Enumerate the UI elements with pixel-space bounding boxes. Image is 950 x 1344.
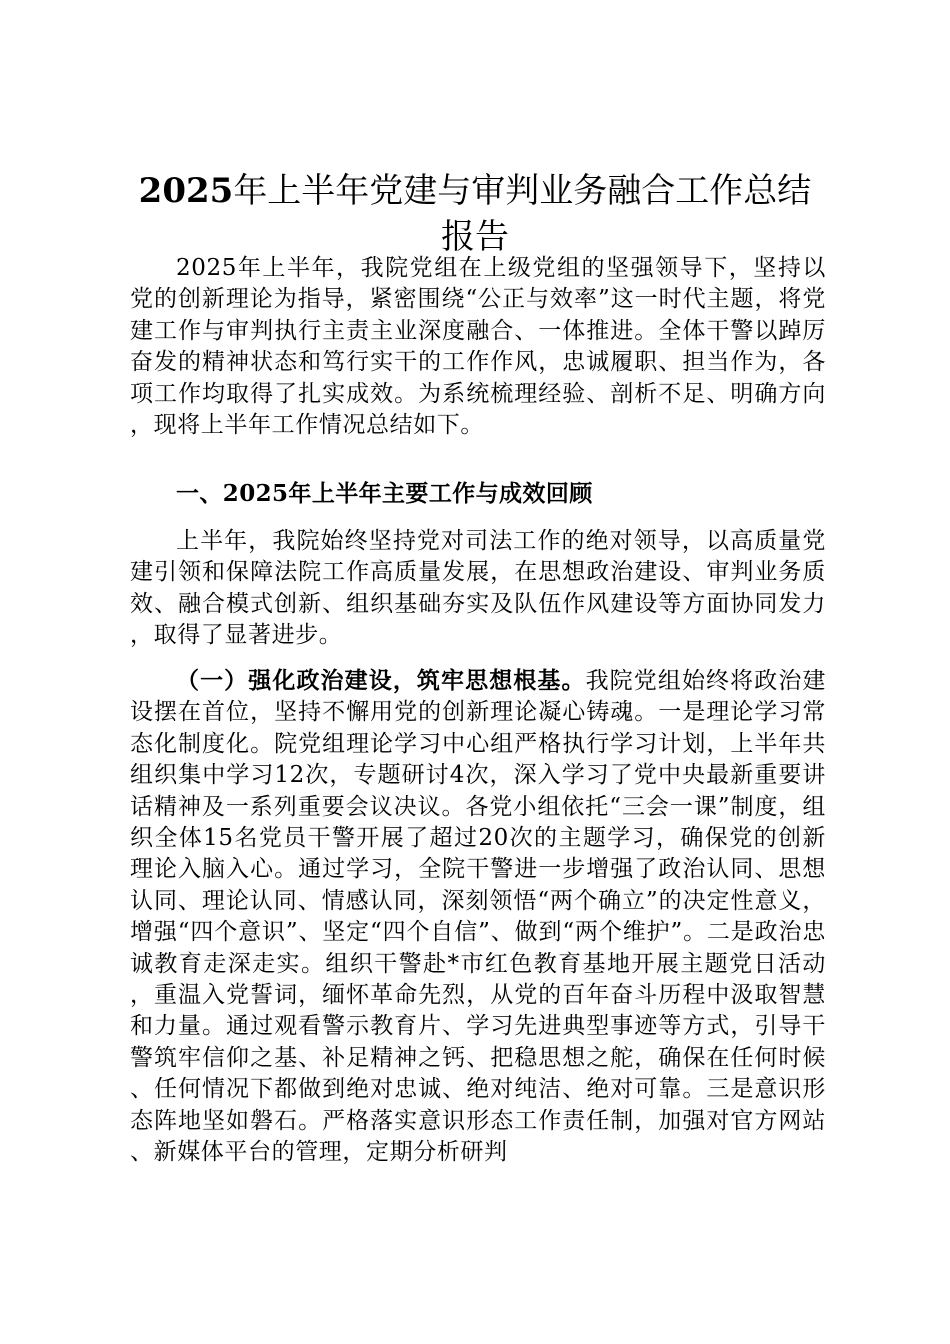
subsection-paragraph-1 — [130, 665, 826, 1169]
section-intro-paragraph: 上半年，我院始终坚持党对司法工作的绝对领导，以高质量党建引领和保障法院工作高质量发展，在思想政治建设、审判业务质效、融合模式创新、组织基础夯实及队伍作风建设等方面协同发力，取得了显著进步。 — [130, 528, 826, 649]
title-line2-text: 报告 — [441, 217, 509, 257]
subsection-body: 我院党组始终将政治建设摆在首位，坚持不懈用党的创新理论凝心铸魂。一是理论学习常态化制度化。院党组理论学习中心组严格执行学习计划，上半年共组织集中学习12次，专题研讨4次，深入学习了党中央最新重要讲话精神及一系列重要会议决议。各党小组依托“三会一课”制度，组织全体15名党员干警开展了超过20次的主题学习，确保党的创新理论入脑入心。通过学习，全院干警进一步增强了政治认同、思想认同、理论认同、情感认同，深刻领悟“两个确立”的决定性意义，增强“四个意识”、坚定“四个自信”、做到“两个维护”。二是政治忠诚教育走深走实。组织干警赴*市红色教育基地开展主题党日活动，重温入党誓词，缅怀革命先烈，从党的百年奋斗历程中汲取智慧和力量。通过观看警示教育片、学习先进典型事迹等方式，引导干警筑牢信仰之基、补足精神之钙、把稳思想之舵，确保在任何时候、任何情况下都做到绝对忠诚、绝对纯洁、绝对可靠。三是意识形态阵地坚如磐石。严格落实意识形态工作责任制，加强对官方网站、新媒体平台的管理，定期分析研判 — [130, 668, 827, 1166]
document-title — [110, 168, 840, 260]
title-line1-text: 年上半年党建与审判业务融合工作总结 — [233, 171, 812, 211]
section-heading-1: 一、2025年上半年主要工作与成效回顾 — [176, 480, 593, 507]
intro-paragraph: 2025年上半年，我院党组在上级党组的坚强领导下，坚持以党的创新理论为指导，紧密围绕“公正与效率”这一时代主题，将党建工作与审判执行主责主业深度融合、一体推进。全体干警以踔厉奋发的精神状态和笃行实干的工作作风，忠诚履职、担当作为，各项工作均取得了扎实成效。为系统梳理经验、剖析不足、明确方向，现将上半年工作情况总结如下。 — [130, 255, 826, 439]
subsection-lead: （一）强化政治建设，筑牢思想根基。 — [176, 667, 586, 694]
title-year: 2025 — [138, 171, 234, 211]
